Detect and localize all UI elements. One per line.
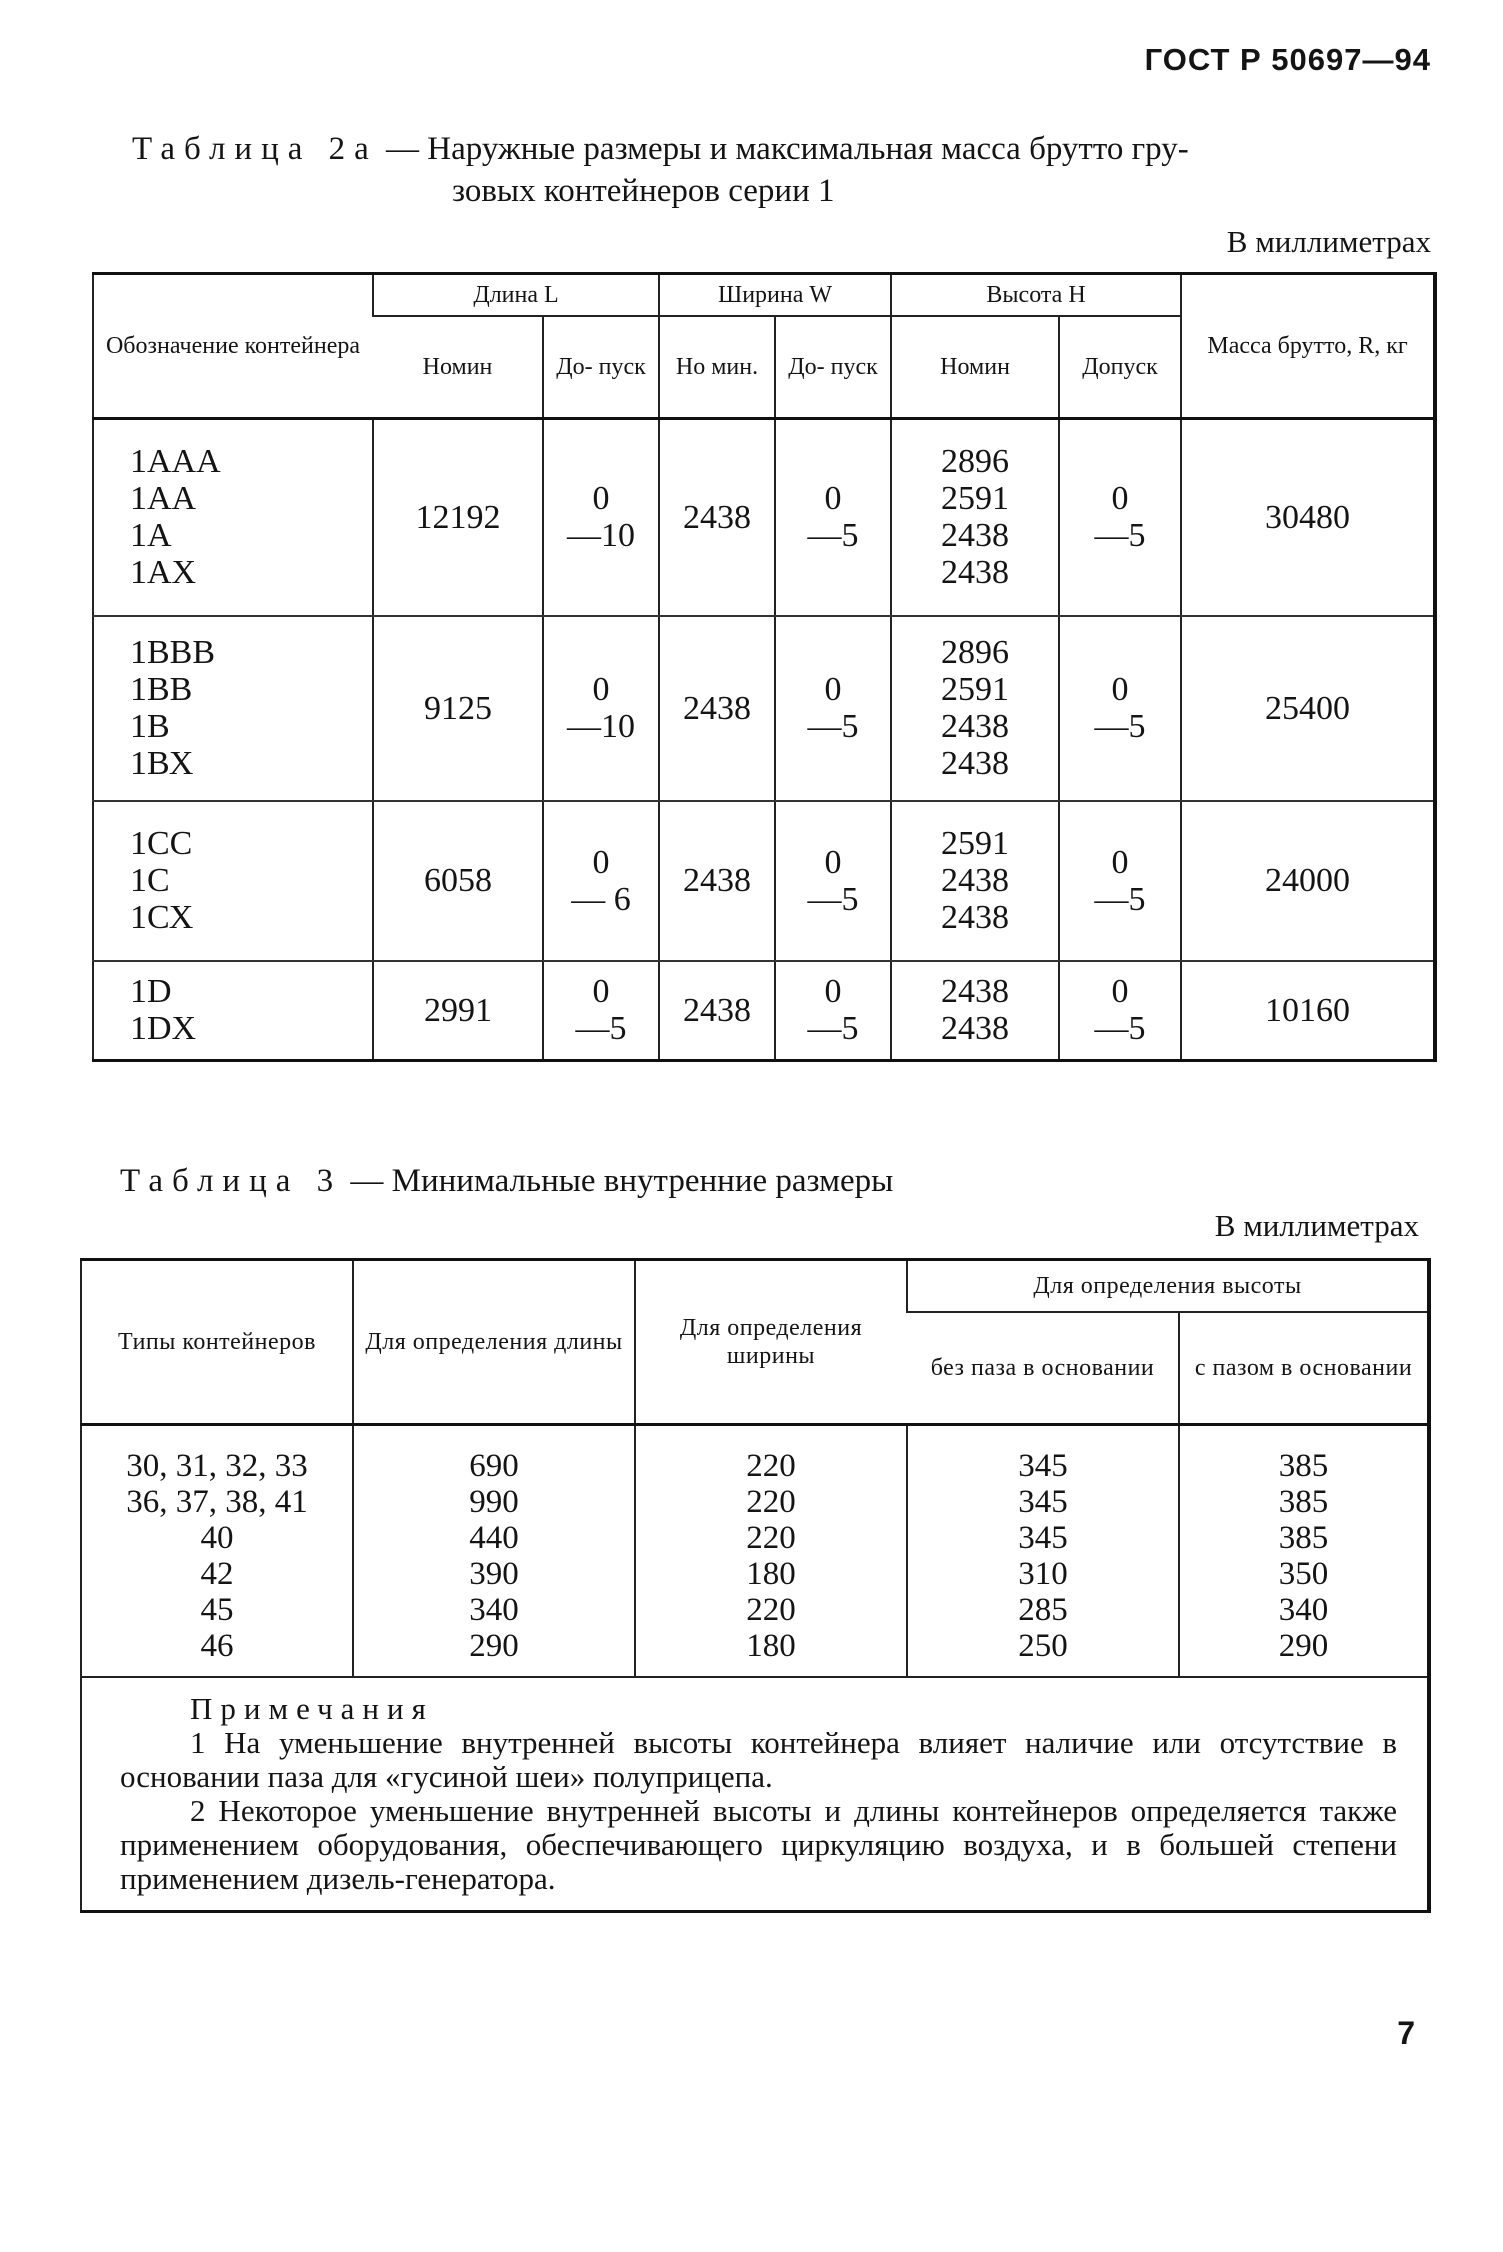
tolerance-upper: 0 (1111, 480, 1129, 518)
designation-value: 1С (130, 862, 170, 899)
table-3 (80, 1258, 1431, 1913)
width-value: 220 (746, 1484, 796, 1520)
tolerance-upper: 0 (592, 973, 610, 1011)
header-length: Длина L (373, 274, 659, 317)
tolerance-lower: —10 (567, 517, 635, 555)
tolerance-lower: —5 (807, 517, 859, 555)
length-value: 440 (469, 1520, 519, 1556)
height-value: 2438 (941, 899, 1010, 936)
header-height-no-groove: без паза в основании (907, 1312, 1179, 1425)
header-width: Ширина W (659, 274, 891, 317)
height-value: 385 (1278, 1520, 1329, 1556)
note-2: 2 Некоторое уменьшение внутренней высоты и длины контейнеров определяется также применением оборудования, обеспечивающего циркуляцию воздуха, и в большей степени применением дизель-генератора. (120, 1793, 1398, 1896)
height-value: 2438 (941, 973, 1010, 1011)
designation-cell (93, 801, 373, 961)
types-value: 36, 37, 38, 41 (126, 1484, 308, 1520)
height-value: 350 (1278, 1556, 1329, 1592)
width-value: 180 (746, 1628, 796, 1664)
length-value: 290 (469, 1628, 519, 1664)
length-nominal-cell: 6058 (373, 801, 543, 961)
designation-value: 1ААА (130, 443, 221, 481)
height-value: 2438 (941, 745, 1010, 782)
types-value: 42 (200, 1556, 234, 1592)
height-value: 2438 (941, 1010, 1010, 1048)
width-nominal-cell: 2438 (659, 961, 775, 1061)
length-value: 390 (469, 1556, 519, 1592)
types-value: 40 (200, 1520, 234, 1556)
designation-cell (93, 961, 373, 1061)
header-for-length: Для определения длины (353, 1260, 635, 1425)
mass-cell: 10160 (1181, 961, 1435, 1061)
designation-value: 1АА (130, 480, 197, 518)
tolerance-upper: 0 (592, 480, 610, 518)
height-value: 385 (1278, 1484, 1329, 1520)
table-2a-caption (132, 128, 1432, 212)
width-column (635, 1425, 907, 1678)
height-nominal-cell (891, 801, 1059, 961)
table-3-units: В миллиметрах (1214, 1208, 1419, 1243)
notes-row (81, 1677, 1429, 1912)
width-value: 220 (746, 1448, 796, 1484)
tolerance-upper: 0 (824, 671, 842, 708)
height-value: 340 (1278, 1592, 1329, 1628)
tolerance-lower: —5 (575, 1010, 627, 1048)
length-value: 690 (469, 1448, 519, 1484)
tolerance-lower: —5 (1094, 1010, 1146, 1048)
table-row (93, 801, 1435, 961)
types-value: 46 (200, 1628, 234, 1664)
width-tolerance-cell (775, 616, 891, 801)
table-3-label: Таблица 3 (120, 1163, 343, 1199)
table-2a-title-line2: зовых контейнеров серии 1 (452, 173, 835, 209)
length-value: 990 (469, 1484, 519, 1520)
length-tolerance-cell (543, 961, 659, 1061)
designation-value: 1D (130, 973, 172, 1011)
height-value: 2591 (941, 480, 1010, 518)
length-value: 340 (469, 1592, 519, 1628)
length-nominal-cell: 9125 (373, 616, 543, 801)
length-nominal-cell: 2991 (373, 961, 543, 1061)
length-nominal-cell: 12192 (373, 419, 543, 616)
header-width-nominal: Но мин. (659, 316, 775, 419)
table-row (93, 419, 1435, 616)
designation-value: 1ВВ (130, 671, 193, 708)
table-row (93, 616, 1435, 801)
mass-cell: 30480 (1181, 419, 1435, 616)
height-no-groove-column (907, 1425, 1179, 1678)
tolerance-lower: — 6 (571, 880, 631, 918)
designation-value: 1СС (130, 825, 193, 862)
tolerance-upper: 0 (592, 843, 610, 881)
tolerance-lower: —5 (807, 880, 859, 918)
header-for-width: Для определения ширины (635, 1260, 907, 1425)
tolerance-upper: 0 (592, 671, 610, 708)
designation-value: 1АХ (130, 554, 197, 592)
tolerance-lower: —5 (1094, 517, 1146, 555)
header-mass: Масса брутто, R, кг (1181, 274, 1435, 419)
height-value: 2896 (941, 443, 1010, 481)
header-length-tolerance: До- пуск (543, 316, 659, 419)
designation-value: 1СХ (130, 899, 194, 936)
table-2a-label: Таблица 2а (132, 131, 378, 167)
height-tolerance-cell (1059, 616, 1181, 801)
width-value: 180 (746, 1556, 796, 1592)
tolerance-upper: 0 (824, 480, 842, 518)
header-length-nominal: Номин (373, 316, 543, 419)
designation-value: 1DX (130, 1010, 197, 1048)
designation-value: 1ВХ (130, 745, 194, 782)
width-nominal-cell: 2438 (659, 616, 775, 801)
width-value: 220 (746, 1520, 796, 1556)
tolerance-lower: —10 (567, 708, 635, 745)
height-with-groove-column (1179, 1425, 1429, 1678)
height-value: 2591 (941, 825, 1010, 862)
height-value: 2591 (941, 671, 1010, 708)
height-tolerance-cell (1059, 801, 1181, 961)
header-width-tolerance: До- пуск (775, 316, 891, 419)
types-value: 45 (200, 1592, 234, 1628)
tolerance-upper: 0 (1111, 973, 1129, 1011)
tolerance-lower: —5 (1094, 708, 1146, 745)
height-value: 345 (1018, 1448, 1068, 1484)
height-nominal-cell (891, 616, 1059, 801)
tolerance-upper: 0 (1111, 843, 1129, 881)
height-value: 285 (1018, 1592, 1068, 1628)
height-value: 345 (1018, 1484, 1068, 1520)
tolerance-lower: —5 (807, 1010, 859, 1048)
height-value: 385 (1278, 1448, 1329, 1484)
table-2a (92, 272, 1437, 1062)
height-value: 250 (1018, 1628, 1068, 1664)
height-value: 2896 (941, 634, 1010, 671)
height-nominal-cell (891, 419, 1059, 616)
notes-title: Примечания (190, 1691, 434, 1726)
length-tolerance-cell (543, 801, 659, 961)
height-tolerance-cell (1059, 961, 1181, 1061)
width-tolerance-cell (775, 961, 891, 1061)
header-height-tolerance: Допуск (1059, 316, 1181, 419)
height-nominal-cell (891, 961, 1059, 1061)
header-height-with-groove: с пазом в основании (1179, 1312, 1429, 1425)
length-tolerance-cell (543, 419, 659, 616)
height-value: 2438 (941, 708, 1010, 745)
height-value: 2438 (941, 862, 1010, 899)
document-standard-number: ГОСТ Р 50697—94 (1144, 42, 1431, 77)
table-3-title: — Минимальные внутренние размеры (350, 1163, 894, 1199)
designation-value: 1В (130, 708, 170, 745)
width-nominal-cell: 2438 (659, 419, 775, 616)
width-tolerance-cell (775, 419, 891, 616)
notes-cell (81, 1677, 1429, 1912)
designation-value: 1А (130, 517, 172, 555)
tolerance-lower: —5 (807, 708, 859, 745)
header-container-types: Типы контейнеров (81, 1260, 353, 1425)
height-value: 345 (1018, 1520, 1068, 1556)
types-value: 30, 31, 32, 33 (126, 1448, 308, 1484)
height-value: 2438 (941, 517, 1010, 555)
table-2a-units: В миллиметрах (1226, 224, 1431, 259)
mass-cell: 25400 (1181, 616, 1435, 801)
header-for-height: Для определения высоты (907, 1260, 1429, 1313)
length-column (353, 1425, 635, 1678)
height-value: 290 (1278, 1628, 1329, 1664)
types-column (81, 1425, 353, 1678)
tolerance-lower: —5 (1094, 880, 1146, 918)
table-2a-title-line1: — Наружные размеры и максимальная масса брутто гру- (386, 131, 1189, 167)
tolerance-upper: 0 (1111, 671, 1129, 708)
height-value: 310 (1018, 1556, 1068, 1592)
note-1: 1 На уменьшение внутренней высоты контейнера влияет наличие или отсутствие в основании паза для «гусиной шеи» полуприцепа. (120, 1725, 1398, 1794)
designation-cell (93, 419, 373, 616)
header-height-nominal: Номин (891, 316, 1059, 419)
length-tolerance-cell (543, 616, 659, 801)
table-3-caption (120, 1160, 893, 1202)
height-tolerance-cell (1059, 419, 1181, 616)
width-tolerance-cell (775, 801, 891, 961)
page-number: 7 (1397, 2015, 1415, 2051)
designation-cell (93, 616, 373, 801)
mass-cell: 24000 (1181, 801, 1435, 961)
header-designation: Обозначение контейнера (93, 274, 373, 419)
height-value: 2438 (941, 554, 1010, 592)
designation-value: 1ВВВ (130, 634, 216, 671)
tolerance-upper: 0 (824, 843, 842, 881)
table-row (81, 1425, 1429, 1678)
table-row (93, 961, 1435, 1061)
width-nominal-cell: 2438 (659, 801, 775, 961)
header-height: Высота H (891, 274, 1181, 317)
width-value: 220 (746, 1592, 796, 1628)
tolerance-upper: 0 (824, 973, 842, 1011)
